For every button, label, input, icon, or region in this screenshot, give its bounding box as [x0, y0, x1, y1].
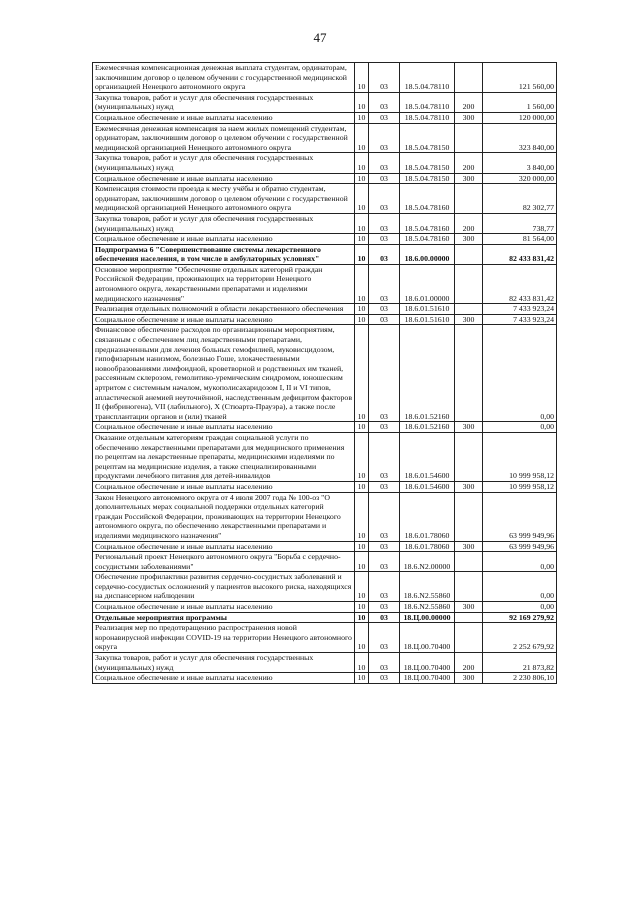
row-expense-type	[455, 552, 483, 572]
row-subsection: 03	[369, 314, 400, 325]
row-expense-type: 300	[455, 602, 483, 613]
row-expense-type: 200	[455, 153, 483, 173]
table-row	[93, 432, 557, 481]
row-name: Подпрограмма 6 "Совершенствование системы лекарственного обеспечения населения, в том числе в амбулаторных условиях"	[93, 244, 355, 264]
row-amount: 81 564,00	[483, 234, 557, 245]
page-number: 47	[313, 30, 327, 45]
row-target-code: 18.6.01.52160	[400, 325, 455, 422]
row-target-code: 18.5.04.78150	[400, 153, 455, 173]
row-amount: 82 433 831,42	[483, 264, 557, 303]
row-section: 10	[355, 244, 369, 264]
row-subsection: 03	[369, 612, 400, 623]
row-amount: 82 433 831,42	[483, 244, 557, 264]
row-section: 10	[355, 492, 369, 541]
row-section: 10	[355, 422, 369, 433]
row-expense-type: 300	[455, 481, 483, 492]
row-subsection: 03	[369, 602, 400, 613]
row-target-code: 18.5.04.78110	[400, 92, 455, 112]
row-name: Обеспечение профилактики развития сердечно-сосудистых заболеваний и сердечно-сосудистых осложнений у пациентов высокого риска, находящихся на диспансерном наблюдении	[93, 572, 355, 602]
table-row	[93, 153, 557, 173]
row-subsection: 03	[369, 213, 400, 233]
row-target-code: 18.6.N2.00000	[400, 552, 455, 572]
table-row	[93, 314, 557, 325]
row-amount: 10 999 958,12	[483, 432, 557, 481]
row-section: 10	[355, 173, 369, 184]
row-target-code: 18.5.04.78150	[400, 123, 455, 153]
row-name: Финансовое обеспечение расходов по организационным мероприятиям, связанным с обеспечением лиц лекарственными препаратами, предназначенными для лечения больных гемофилией, муковисцидозом, гипофизарным нанизмом, болезнью Гоше, злокачественными новообразованиями лимфоидной, кроветворной и родственных им тканей, рассеянным склерозом, гемолитико-уремическим синдромом, юношеским артритом с системным началом, мукополисахаридозом I, II и VI типов, апластической анемией неуточнённой, наследственным дефицитом факторов II (фибриногена), VII (лабильного), X (Стюарта-Прауэра), а также после трансплантации органов и (или) тканей	[93, 325, 355, 422]
table-row	[93, 304, 557, 315]
row-subsection: 03	[369, 623, 400, 653]
row-amount: 3 840,00	[483, 153, 557, 173]
table-row	[93, 112, 557, 123]
row-amount: 120 000,00	[483, 112, 557, 123]
row-section: 10	[355, 304, 369, 315]
row-subsection: 03	[369, 492, 400, 541]
row-target-code: 18.6.N2.55860	[400, 602, 455, 613]
row-expense-type: 300	[455, 112, 483, 123]
row-section: 10	[355, 184, 369, 214]
row-subsection: 03	[369, 541, 400, 552]
row-subsection: 03	[369, 673, 400, 684]
row-name: Социальное обеспечение и иные выплаты населению	[93, 422, 355, 433]
row-name: Социальное обеспечение и иные выплаты населению	[93, 173, 355, 184]
row-expense-type	[455, 123, 483, 153]
row-name: Региональный проект Ненецкого автономного округа "Борьба с сердечно-сосудистыми заболеваниями"	[93, 552, 355, 572]
row-amount: 1 560,00	[483, 92, 557, 112]
table-row	[93, 422, 557, 433]
row-section: 10	[355, 325, 369, 422]
row-name: Ежемесячная компенсационная денежная выплата студентам, ординаторам, заключившим договор о целевом обучении с государственной медицинской организацией Ненецкого автономного округа	[93, 63, 355, 93]
row-expense-type: 300	[455, 673, 483, 684]
budget-table	[92, 62, 557, 684]
row-name: Реализация мер по предотвращению распространения новой коронавирусной инфекции COVID-19 на территории Ненецкого автономного округа	[93, 623, 355, 653]
row-section: 10	[355, 112, 369, 123]
row-subsection: 03	[369, 63, 400, 93]
table-row	[93, 123, 557, 153]
row-section: 10	[355, 623, 369, 653]
row-expense-type	[455, 63, 483, 93]
row-subsection: 03	[369, 325, 400, 422]
row-target-code: 18.Ц.00.70400	[400, 653, 455, 673]
table-row	[93, 173, 557, 184]
row-amount: 0,00	[483, 572, 557, 602]
row-target-code: 18.6.01.78060	[400, 541, 455, 552]
row-section: 10	[355, 314, 369, 325]
row-name: Оказание отдельным категориям граждан социальной услуги по обеспечению лекарственными препаратами для медицинского применения по рецептам на лекарственные препараты, медицинскими изделиями по рецептам на медицинские изделия, а также специализированными продуктами лечебного питания для детей-инвалидов	[93, 432, 355, 481]
row-subsection: 03	[369, 304, 400, 315]
row-amount: 92 169 279,92	[483, 612, 557, 623]
row-subsection: 03	[369, 123, 400, 153]
row-expense-type: 200	[455, 653, 483, 673]
row-amount: 63 999 949,96	[483, 541, 557, 552]
row-target-code: 18.5.04.78160	[400, 184, 455, 214]
row-name: Социальное обеспечение и иные выплаты населению	[93, 234, 355, 245]
row-target-code: 18.5.04.78160	[400, 213, 455, 233]
row-section: 10	[355, 153, 369, 173]
row-amount: 63 999 949,96	[483, 492, 557, 541]
row-amount: 10 999 958,12	[483, 481, 557, 492]
row-name: Закон Ненецкого автономного округа от 4 июля 2007 года № 100-оз "О дополнительных мерах социальной поддержки отдельных категорий граждан Российской Федерации, проживающих на территории Ненецкого автономного округа, по обеспечению лекарственными препаратами и изделиями медицинского назначения"	[93, 492, 355, 541]
table-row	[93, 92, 557, 112]
row-section: 10	[355, 213, 369, 233]
row-subsection: 03	[369, 112, 400, 123]
row-expense-type: 200	[455, 213, 483, 233]
row-subsection: 03	[369, 184, 400, 214]
row-name: Компенсация стоимости проезда к месту учёбы и обратно студентам, ординаторам, заключившим договор о целевом обучении с государственной медицинской организацией Ненецкого автономного округа	[93, 184, 355, 214]
row-section: 10	[355, 432, 369, 481]
row-target-code: 18.5.04.78160	[400, 234, 455, 245]
row-amount: 7 433 923,24	[483, 314, 557, 325]
table-row	[93, 623, 557, 653]
table-row	[93, 184, 557, 214]
row-section: 10	[355, 653, 369, 673]
row-subsection: 03	[369, 552, 400, 572]
table-row	[93, 325, 557, 422]
row-target-code: 18.5.04.78110	[400, 112, 455, 123]
row-section: 10	[355, 541, 369, 552]
table-row	[93, 244, 557, 264]
row-name: Социальное обеспечение и иные выплаты населению	[93, 602, 355, 613]
row-name: Ежемесячная денежная компенсация за наем жилых помещений студентам, ординаторам, заключившим договор о целевом обучении с государственной медицинской организацией Ненецкого автономного округа	[93, 123, 355, 153]
table-row	[93, 612, 557, 623]
row-section: 10	[355, 92, 369, 112]
row-subsection: 03	[369, 234, 400, 245]
table-row	[93, 602, 557, 613]
row-target-code: 18.Ц.00.70400	[400, 623, 455, 653]
row-amount: 21 873,82	[483, 653, 557, 673]
row-section: 10	[355, 673, 369, 684]
row-expense-type: 300	[455, 314, 483, 325]
row-expense-type	[455, 492, 483, 541]
row-target-code: 18.6.01.51610	[400, 314, 455, 325]
table-row	[93, 213, 557, 233]
row-expense-type	[455, 623, 483, 653]
table-row	[93, 653, 557, 673]
row-section: 10	[355, 602, 369, 613]
row-subsection: 03	[369, 264, 400, 303]
row-expense-type	[455, 264, 483, 303]
row-expense-type	[455, 612, 483, 623]
row-section: 10	[355, 63, 369, 93]
table-row	[93, 541, 557, 552]
row-name: Социальное обеспечение и иные выплаты населению	[93, 541, 355, 552]
row-expense-type	[455, 572, 483, 602]
row-expense-type	[455, 184, 483, 214]
table-row	[93, 234, 557, 245]
row-section: 10	[355, 264, 369, 303]
row-amount: 2 252 679,92	[483, 623, 557, 653]
row-subsection: 03	[369, 422, 400, 433]
row-expense-type	[455, 432, 483, 481]
row-target-code: 18.6.01.54600	[400, 432, 455, 481]
row-expense-type: 200	[455, 92, 483, 112]
row-amount: 0,00	[483, 422, 557, 433]
row-name: Основное мероприятие "Обеспечение отдельных категорий граждан Российской Федерации, проживающих на территории Ненецкого автономного округа, лекарственными препаратами и изделиями медицинского назначения"	[93, 264, 355, 303]
row-subsection: 03	[369, 153, 400, 173]
row-name: Реализация отдельных полномочий в области лекарственного обеспечения	[93, 304, 355, 315]
row-name: Закупка товаров, работ и услуг для обеспечения государственных (муниципальных) нужд	[93, 653, 355, 673]
row-section: 10	[355, 552, 369, 572]
row-subsection: 03	[369, 481, 400, 492]
row-name: Закупка товаров, работ и услуг для обеспечения государственных (муниципальных) нужд	[93, 153, 355, 173]
row-expense-type: 300	[455, 422, 483, 433]
row-target-code: 18.6.01.00000	[400, 264, 455, 303]
row-expense-type	[455, 244, 483, 264]
row-section: 10	[355, 572, 369, 602]
row-amount: 82 302,77	[483, 184, 557, 214]
row-section: 10	[355, 481, 369, 492]
row-target-code: 18.5.04.78150	[400, 173, 455, 184]
table-row	[93, 481, 557, 492]
row-target-code: 18.6.00.00000	[400, 244, 455, 264]
row-amount: 738,77	[483, 213, 557, 233]
row-amount: 0,00	[483, 325, 557, 422]
row-target-code: 18.6.01.52160	[400, 422, 455, 433]
row-expense-type: 300	[455, 173, 483, 184]
row-name: Закупка товаров, работ и услуг для обеспечения государственных (муниципальных) нужд	[93, 213, 355, 233]
row-target-code: 18.Ц.00.00000	[400, 612, 455, 623]
row-amount: 320 000,00	[483, 173, 557, 184]
row-amount: 2 230 806,10	[483, 673, 557, 684]
row-target-code: 18.6.01.54600	[400, 481, 455, 492]
row-expense-type	[455, 304, 483, 315]
table-row	[93, 673, 557, 684]
row-section: 10	[355, 612, 369, 623]
row-name: Отдельные мероприятия программы	[93, 612, 355, 623]
row-amount: 7 433 923,24	[483, 304, 557, 315]
row-name: Социальное обеспечение и иные выплаты населению	[93, 673, 355, 684]
row-name: Социальное обеспечение и иные выплаты населению	[93, 314, 355, 325]
row-section: 10	[355, 123, 369, 153]
row-amount: 323 840,00	[483, 123, 557, 153]
row-expense-type: 300	[455, 234, 483, 245]
row-subsection: 03	[369, 92, 400, 112]
row-target-code: 18.Ц.00.70400	[400, 673, 455, 684]
row-expense-type	[455, 325, 483, 422]
row-target-code: 18.6.N2.55860	[400, 572, 455, 602]
row-target-code: 18.6.01.78060	[400, 492, 455, 541]
table-row	[93, 492, 557, 541]
row-section: 10	[355, 234, 369, 245]
row-subsection: 03	[369, 572, 400, 602]
table-row	[93, 63, 557, 93]
table-row	[93, 572, 557, 602]
table-row	[93, 552, 557, 572]
row-target-code: 18.6.01.51610	[400, 304, 455, 315]
row-target-code: 18.5.04.78110	[400, 63, 455, 93]
row-name: Социальное обеспечение и иные выплаты населению	[93, 481, 355, 492]
row-subsection: 03	[369, 432, 400, 481]
row-name: Социальное обеспечение и иные выплаты населению	[93, 112, 355, 123]
row-expense-type: 300	[455, 541, 483, 552]
row-amount: 121 560,00	[483, 63, 557, 93]
row-name: Закупка товаров, работ и услуг для обеспечения государственных (муниципальных) нужд	[93, 92, 355, 112]
row-amount: 0,00	[483, 602, 557, 613]
table-row	[93, 264, 557, 303]
row-subsection: 03	[369, 244, 400, 264]
row-amount: 0,00	[483, 552, 557, 572]
row-subsection: 03	[369, 653, 400, 673]
row-subsection: 03	[369, 173, 400, 184]
